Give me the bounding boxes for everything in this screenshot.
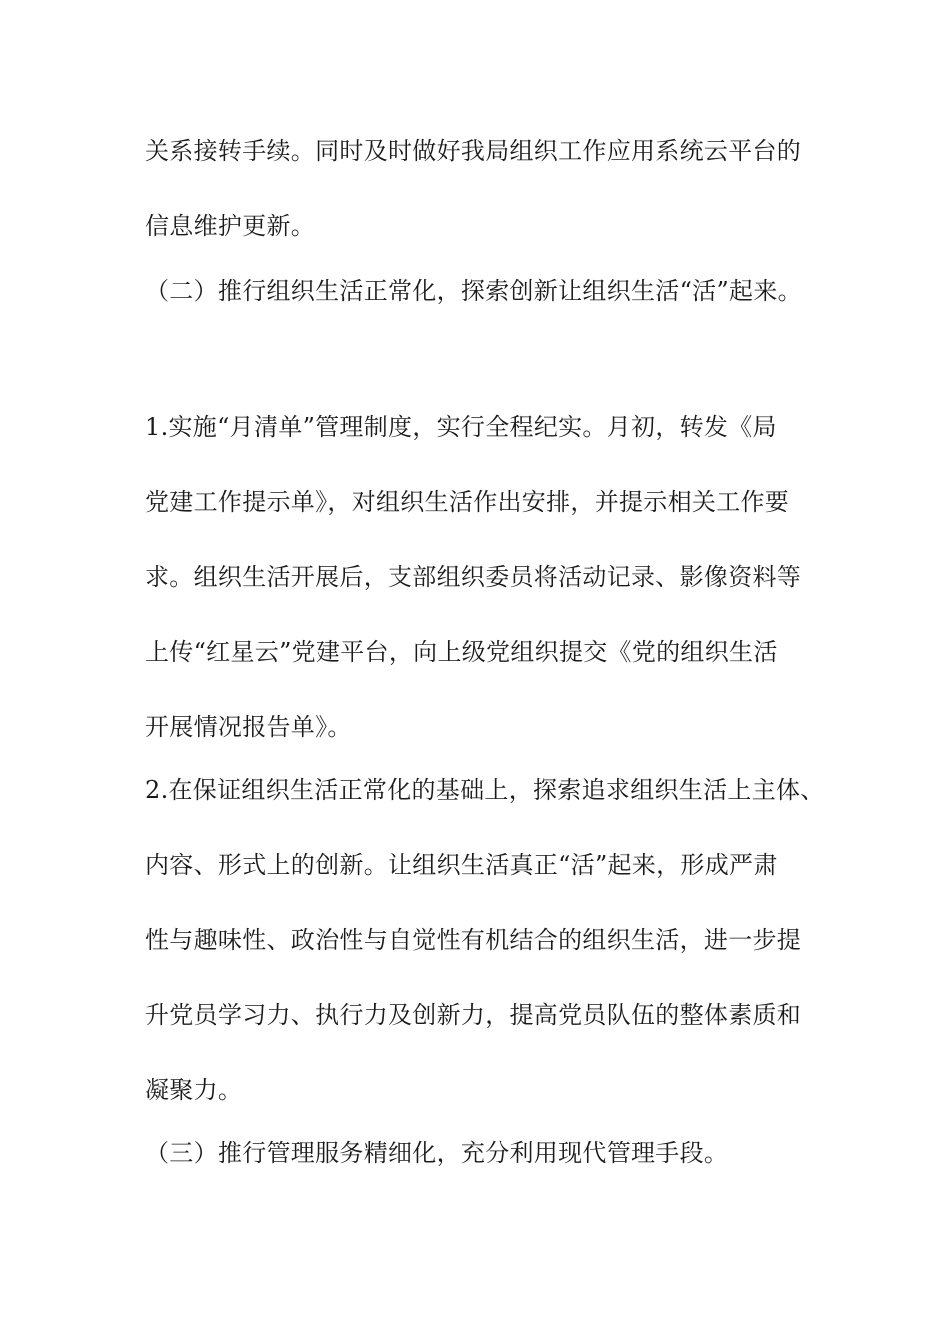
paragraph-line: 上传“红星云”党建平台，向上级党组织提交《党的组织生活 (145, 638, 778, 666)
paragraph-line: 1.实施“月清单”管理制度，实行全程纪实。月初，转发《局 (145, 413, 777, 441)
paragraph-line: 升党员学习力、执行力及创新力，提高党员队伍的整体素质和 (145, 1001, 802, 1029)
section-heading-2: （二）推行组织生活正常化，探索创新让组织生活“活”起来。 (145, 277, 802, 305)
paragraph-line: 内容、形式上的创新。让组织生活真正“活”起来，形成严肃 (145, 851, 778, 879)
paragraph-line: 信息维护更新。 (145, 212, 316, 240)
paragraph-line: 2.在保证组织生活正常化的基础上，探索追求组织生活上主体、 (145, 776, 825, 804)
paragraph-line: 性与趣味性、政治性与自觉性有机结合的组织生活，进一步提 (145, 926, 802, 954)
paragraph-line: 凝聚力。 (145, 1076, 243, 1104)
paragraph-line: 党建工作提示单》，对组织生活作出安排，并提示相关工作要 (145, 488, 790, 516)
paragraph-line: 关系接转手续。同时及时做好我局组织工作应用系统云平台的 (145, 137, 802, 165)
paragraph-line: 求。组织生活开展后，支部组织委员将活动记录、影像资料等 (145, 563, 802, 591)
paragraph-line: 开展情况报告单》。 (145, 713, 352, 741)
section-heading-3: （三）推行管理服务精细化，充分利用现代管理手段。 (145, 1139, 729, 1167)
